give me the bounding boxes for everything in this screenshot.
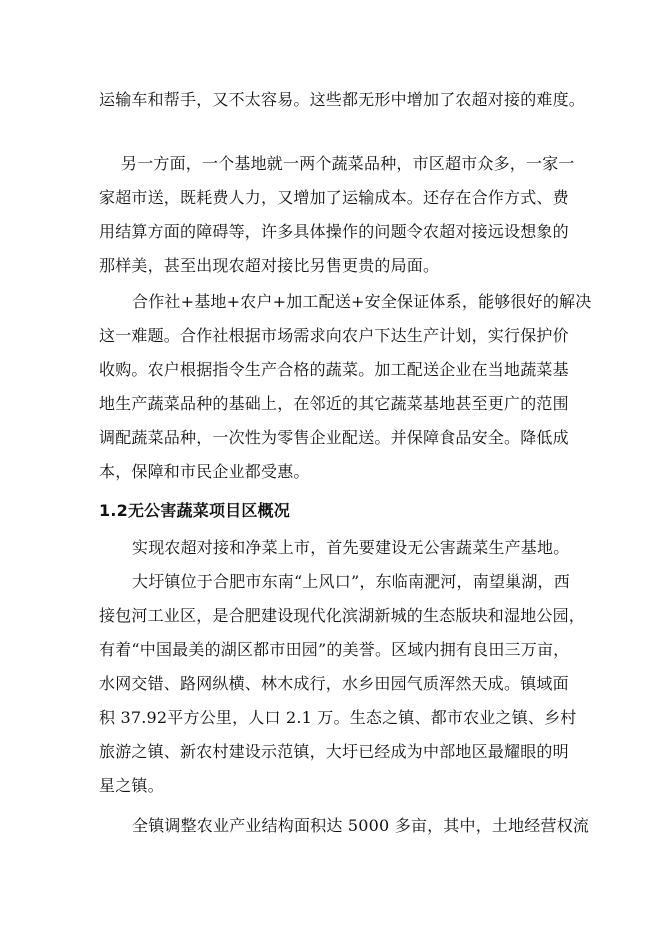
text-line: 这一难题。合作社根据市场需求向农户下达生产计划，实行保护价	[99, 326, 569, 345]
text-line: 用结算方面的障碍等，许多具体操作的问题令农超对接远设想象的	[99, 222, 569, 241]
text-line: 调配蔬菜品种，一次性为零售企业配送。并保障食品安全。降低成	[99, 428, 569, 447]
section-heading: 1.2无公害蔬菜项目区概况	[99, 501, 290, 520]
text-line: 旅游之镇、新农村建设示范镇，大圩已经成为中部地区最耀眼的明	[99, 742, 569, 761]
text-line: 本，保障和市民企业都受惠。	[99, 462, 310, 481]
text-line: 地生产蔬菜品种的基础上，在邻近的其它蔬菜基地甚至更广的范围	[99, 394, 569, 413]
text-line: 接包河工业区，是合肥建设现代化滨湖新城的生态版块和湿地公园，	[99, 606, 586, 625]
text-line: 另一方面，一个基地就一两个蔬菜品种，市区超市众多，一家一	[121, 154, 575, 173]
text-line: 运输车和帮手，又不太容易。这些都无形中增加了农超对接的难度。	[99, 90, 586, 109]
text-line: 积 37.92平方公里，人口 2.1 万。生态之镇、都市农业之镇、乡村	[99, 708, 577, 727]
text-line: 那样美，甚至出现农超对接比另售更贵的局面。	[99, 256, 440, 275]
text-line: 星之镇。	[99, 776, 164, 795]
text-line: 大圩镇位于合肥市东南“上风口”，东临南淝河，南望巢湖，西	[132, 572, 570, 591]
text-line: 全镇调整农业产业结构面积达 5000 多亩，其中，土地经营权流	[132, 816, 590, 835]
text-line: 水网交错、路网纵横、林木成行，水乡田园气质浑然天成。镇域面	[99, 674, 569, 693]
text-line: 收购。农户根据指令生产合格的蔬菜。加工配送企业在当地蔬菜基	[99, 360, 569, 379]
text-line: 实现农超对接和净菜上市，首先要建设无公害蔬菜生产基地。	[132, 538, 570, 557]
text-line: 合作社+基地+农户+加工配送+安全保证体系，能够很好的解决	[132, 292, 592, 311]
text-line: 有着“中国最美的湖区都市田园”的美誉。区域内拥有良田三万亩，	[99, 640, 570, 659]
text-line: 家超市送，既耗费人力，又增加了运输成本。还存在合作方式、费	[99, 188, 569, 207]
